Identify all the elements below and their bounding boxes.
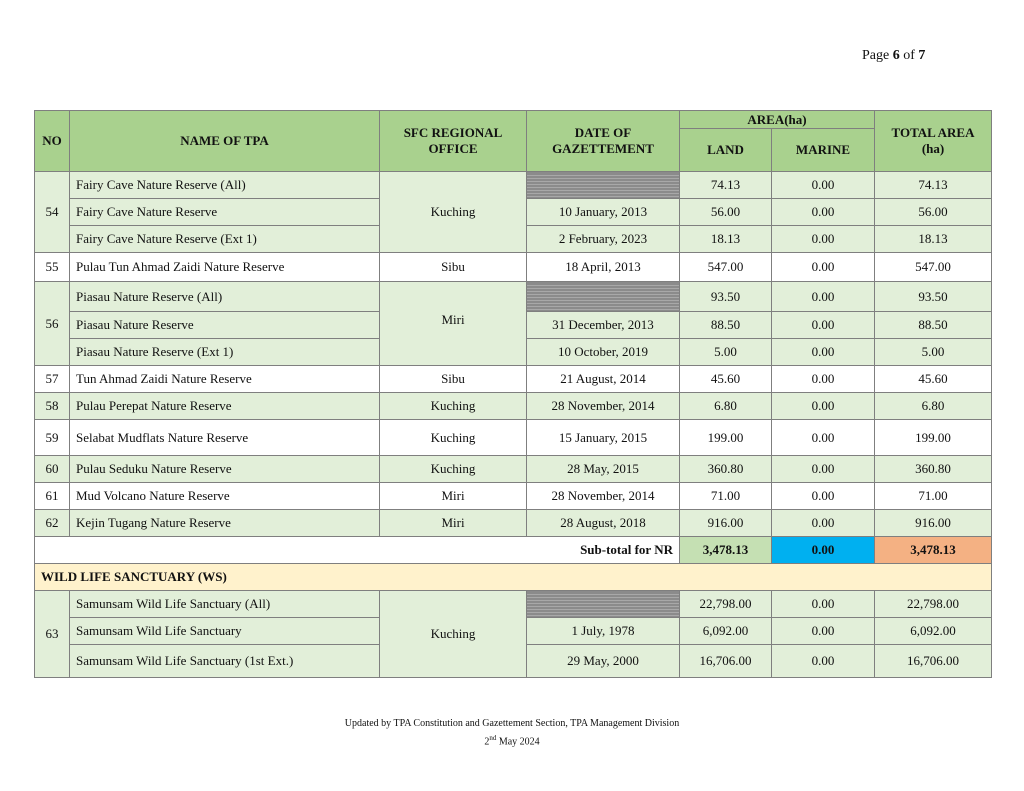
land: 74.13 bbox=[680, 172, 772, 199]
header-office: SFC REGIONAL OFFICE bbox=[380, 111, 527, 172]
row-no: 61 bbox=[35, 483, 70, 510]
land: 6.80 bbox=[680, 393, 772, 420]
land: 5.00 bbox=[680, 339, 772, 366]
page-current: 6 bbox=[892, 48, 900, 63]
header-area: AREA(ha) bbox=[680, 111, 875, 129]
office: Miri bbox=[380, 282, 527, 366]
total: 360.80 bbox=[875, 456, 992, 483]
total: 22,798.00 bbox=[875, 591, 992, 618]
header-total: TOTAL AREA (ha) bbox=[875, 111, 992, 172]
table-row bbox=[35, 172, 992, 199]
row-no: 63 bbox=[35, 591, 70, 678]
total: 56.00 bbox=[875, 199, 992, 226]
row-no: 54 bbox=[35, 172, 70, 253]
row-no: 62 bbox=[35, 510, 70, 537]
footer-date: 2nd May 2024 bbox=[484, 734, 540, 748]
land: 16,706.00 bbox=[680, 645, 772, 678]
tpa-name: Fairy Cave Nature Reserve (Ext 1) bbox=[70, 226, 380, 253]
tpa-name: Pulau Tun Ahmad Zaidi Nature Reserve bbox=[70, 253, 380, 282]
marine: 0.00 bbox=[772, 172, 875, 199]
section-header bbox=[35, 564, 992, 591]
total: 199.00 bbox=[875, 420, 992, 456]
table-row bbox=[35, 393, 992, 420]
marine: 0.00 bbox=[772, 510, 875, 537]
row-no: 57 bbox=[35, 366, 70, 393]
table-row bbox=[35, 483, 992, 510]
tpa-name: Samunsam Wild Life Sanctuary (1st Ext.) bbox=[70, 645, 380, 678]
date-redacted bbox=[527, 591, 680, 618]
tpa-name: Mud Volcano Nature Reserve bbox=[70, 483, 380, 510]
tpa-name: Samunsam Wild Life Sanctuary (All) bbox=[70, 591, 380, 618]
header-no: NO bbox=[35, 111, 70, 172]
date: 28 May, 2015 bbox=[527, 456, 680, 483]
row-no: 59 bbox=[35, 420, 70, 456]
date: 28 November, 2014 bbox=[527, 393, 680, 420]
marine: 0.00 bbox=[772, 645, 875, 678]
tpa-name: Pulau Seduku Nature Reserve bbox=[70, 456, 380, 483]
tpa-name: Selabat Mudflats Nature Reserve bbox=[70, 420, 380, 456]
date: 28 November, 2014 bbox=[527, 483, 680, 510]
office: Kuching bbox=[380, 172, 527, 253]
tpa-name: Samunsam Wild Life Sanctuary bbox=[70, 618, 380, 645]
tpa-name: Fairy Cave Nature Reserve bbox=[70, 199, 380, 226]
tpa-name: Piasau Nature Reserve bbox=[70, 312, 380, 339]
subtotal-row bbox=[35, 537, 992, 564]
marine: 0.00 bbox=[772, 483, 875, 510]
total: 916.00 bbox=[875, 510, 992, 537]
subtotal-marine: 0.00 bbox=[772, 537, 875, 564]
header-land: LAND bbox=[680, 129, 772, 172]
marine: 0.00 bbox=[772, 456, 875, 483]
office: Miri bbox=[380, 483, 527, 510]
total: 93.50 bbox=[875, 282, 992, 312]
total: 71.00 bbox=[875, 483, 992, 510]
marine: 0.00 bbox=[772, 339, 875, 366]
table-row bbox=[35, 456, 992, 483]
land: 22,798.00 bbox=[680, 591, 772, 618]
date: 31 December, 2013 bbox=[527, 312, 680, 339]
marine: 0.00 bbox=[772, 393, 875, 420]
date-redacted bbox=[527, 172, 680, 199]
land: 360.80 bbox=[680, 456, 772, 483]
tpa-name: Piasau Nature Reserve (All) bbox=[70, 282, 380, 312]
subtotal-total: 3,478.13 bbox=[875, 537, 992, 564]
land: 199.00 bbox=[680, 420, 772, 456]
office: Kuching bbox=[380, 591, 527, 678]
total: 6.80 bbox=[875, 393, 992, 420]
land: 88.50 bbox=[680, 312, 772, 339]
footer bbox=[0, 717, 1024, 749]
office: Kuching bbox=[380, 420, 527, 456]
marine: 0.00 bbox=[772, 366, 875, 393]
subtotal-land: 3,478.13 bbox=[680, 537, 772, 564]
marine: 0.00 bbox=[772, 226, 875, 253]
total: 547.00 bbox=[875, 253, 992, 282]
land: 547.00 bbox=[680, 253, 772, 282]
land: 916.00 bbox=[680, 510, 772, 537]
office: Sibu bbox=[380, 366, 527, 393]
land: 18.13 bbox=[680, 226, 772, 253]
tpa-name: Piasau Nature Reserve (Ext 1) bbox=[70, 339, 380, 366]
office: Kuching bbox=[380, 393, 527, 420]
total: 16,706.00 bbox=[875, 645, 992, 678]
row-no: 58 bbox=[35, 393, 70, 420]
row-no: 60 bbox=[35, 456, 70, 483]
marine: 0.00 bbox=[772, 618, 875, 645]
marine: 0.00 bbox=[772, 282, 875, 312]
office: Sibu bbox=[380, 253, 527, 282]
land: 45.60 bbox=[680, 366, 772, 393]
table-row bbox=[35, 510, 992, 537]
marine: 0.00 bbox=[772, 253, 875, 282]
date: 1 July, 1978 bbox=[527, 618, 680, 645]
page-total: 7 bbox=[918, 48, 926, 63]
date: 29 May, 2000 bbox=[527, 645, 680, 678]
date: 10 October, 2019 bbox=[527, 339, 680, 366]
table-row bbox=[35, 420, 992, 456]
date: 28 August, 2018 bbox=[527, 510, 680, 537]
land: 71.00 bbox=[680, 483, 772, 510]
total: 45.60 bbox=[875, 366, 992, 393]
table-row bbox=[35, 591, 992, 618]
land: 93.50 bbox=[680, 282, 772, 312]
tpa-name: Kejin Tugang Nature Reserve bbox=[70, 510, 380, 537]
land: 6,092.00 bbox=[680, 618, 772, 645]
date: 18 April, 2013 bbox=[527, 253, 680, 282]
row-no: 55 bbox=[35, 253, 70, 282]
tpa-name: Pulau Perepat Nature Reserve bbox=[70, 393, 380, 420]
tpa-name: Fairy Cave Nature Reserve (All) bbox=[70, 172, 380, 199]
office: Kuching bbox=[380, 456, 527, 483]
subtotal-label: Sub-total for NR bbox=[35, 537, 680, 564]
date: 15 January, 2015 bbox=[527, 420, 680, 456]
header-date: DATE OF GAZETTEMENT bbox=[527, 111, 680, 172]
marine: 0.00 bbox=[772, 591, 875, 618]
land: 56.00 bbox=[680, 199, 772, 226]
page-number: Page 6 of 7 bbox=[862, 48, 926, 63]
tpa-table bbox=[34, 110, 992, 678]
total: 6,092.00 bbox=[875, 618, 992, 645]
section-ws-title: WILD LIFE SANCTUARY (WS) bbox=[35, 564, 992, 591]
total: 74.13 bbox=[875, 172, 992, 199]
office: Miri bbox=[380, 510, 527, 537]
date: 21 August, 2014 bbox=[527, 366, 680, 393]
date: 2 February, 2023 bbox=[527, 226, 680, 253]
date: 10 January, 2013 bbox=[527, 199, 680, 226]
table-row bbox=[35, 366, 992, 393]
header-marine: MARINE bbox=[772, 129, 875, 172]
footer-update-line: Updated by TPA Constitution and Gazettement Section, TPA Management Division bbox=[344, 718, 680, 729]
row-no: 56 bbox=[35, 282, 70, 366]
total: 88.50 bbox=[875, 312, 992, 339]
table-row bbox=[35, 282, 992, 312]
marine: 0.00 bbox=[772, 199, 875, 226]
total: 18.13 bbox=[875, 226, 992, 253]
total: 5.00 bbox=[875, 339, 992, 366]
date-redacted bbox=[527, 282, 680, 312]
header-name: NAME OF TPA bbox=[70, 111, 380, 172]
marine: 0.00 bbox=[772, 312, 875, 339]
table-row bbox=[35, 253, 992, 282]
marine: 0.00 bbox=[772, 420, 875, 456]
tpa-name: Tun Ahmad Zaidi Nature Reserve bbox=[70, 366, 380, 393]
